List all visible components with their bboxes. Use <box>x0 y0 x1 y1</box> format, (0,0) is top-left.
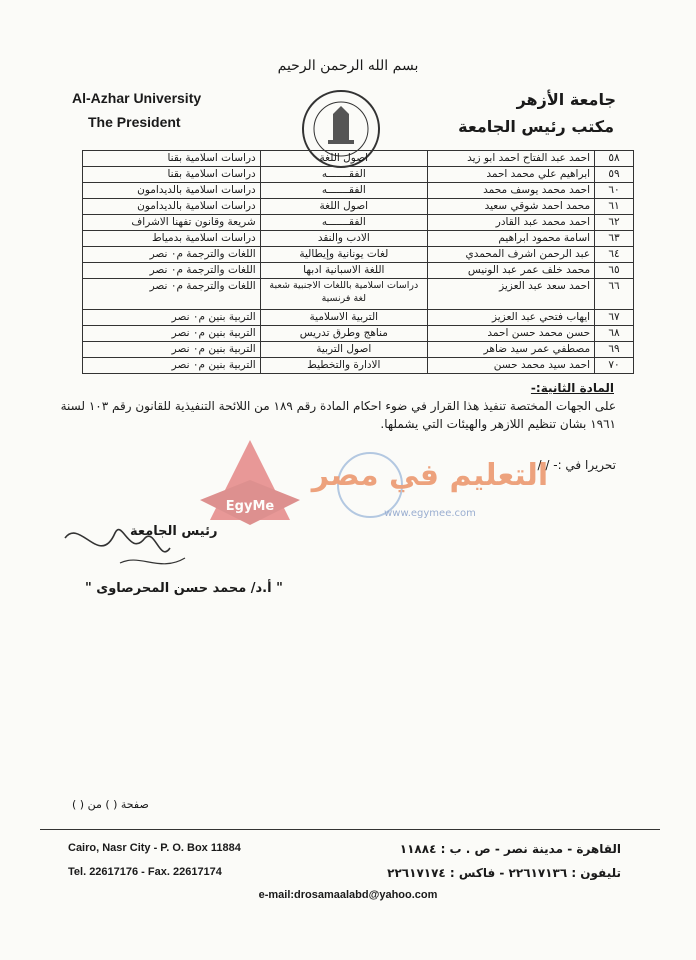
appointments-table <box>82 150 634 374</box>
header-ar-university: جامعة الأزهر <box>516 90 616 109</box>
footer-ar-address: القاهرة - مدينة نصر - ص . ب : ١١٨٨٤ <box>399 842 621 856</box>
table-row: ٥٩ ابراهيم علي محمد احمد الفقـــــــه دراسات اسلامية بقنا <box>83 167 634 183</box>
table-row: ٦٨ حسن محمد حسن احمد مناهج وطرق تدريس التربية بنين م٠ نصر <box>83 326 634 342</box>
footer-en-address: Cairo, Nasr City - P. O. Box 11884 <box>68 842 241 854</box>
page-number-line: صفحة ( ) من ( ) <box>72 798 149 811</box>
article-two-title: المادة الثانية:- <box>530 381 614 395</box>
watermark-logo-text: EgyMe <box>225 499 275 514</box>
table-row: ٦٦ احمد سعد عبد العزيز دراسات اسلامية باللغات الاجنبية شعبة لغة فرنسية اللغات والترجمة م٠ نصر <box>83 279 634 310</box>
date-line: تحريرا في :- / / <box>537 458 616 472</box>
header-en-president: The President <box>88 114 181 130</box>
footer-divider <box>40 829 660 830</box>
watermark-url: www.egymee.com <box>384 508 476 519</box>
basmala: بسم الله الرحمن الرحيم <box>277 58 419 74</box>
table-row: ٦٩ مصطفي عمر سيد ضاهر اصول التربية التربية بنين م٠ نصر <box>83 342 634 358</box>
footer-ar-phone: تليفون : ٢٢٦١٧١٣٦ - فاكس : ٢٢٦١٧١٧٤ <box>387 866 621 880</box>
table-row: ٦٠ احمد محمد يوسف محمد الفقـــــــه دراسات اسلامية بالديدامون <box>83 183 634 199</box>
footer-email: e-mail:drosamaalabd@yahoo.com <box>258 889 438 901</box>
table-row: ٦٧ ايهاب فتحي عبد العزيز التربية الاسلامية التربية بنين م٠ نصر <box>83 310 634 326</box>
handwritten-signature-icon <box>60 508 200 580</box>
table-row: ٦٢ احمد محمد عبد القادر الفقـــــــه شريعة وقانون تفهنا الاشراف <box>83 215 634 231</box>
table-row: ٦١ محمد احمد شوقي سعيد اصول اللغة دراسات اسلامية بالديدامون <box>83 199 634 215</box>
footer-en-phone: Tel. 22617176 - Fax. 22617174 <box>68 866 222 878</box>
table-row: ٦٣ اسامة محمود ابراهيم الادب والنقد دراسات اسلامية بدمياط <box>83 231 634 247</box>
watermark-logo <box>190 430 549 530</box>
table-row: ٦٥ محمد خلف عمر عبد الونيس اللغة الاسبانية ادبها اللغات والترجمة م٠ نصر <box>83 263 634 279</box>
header-en-university: Al-Azhar University <box>72 90 202 106</box>
watermark-site-text: التعليم في مصر <box>311 458 549 493</box>
article-two-text: على الجهات المختصة تنفيذ هذا القرار في ضوء احكام المادة رقم ١٨٩ من اللائحة التنفيذية للقانون رقم ١٠٣ لسنة ١٩٦١ بشان تنظيم اللازهر والهيئات التي يشملها. <box>60 399 616 431</box>
table-row: ٦٤ عبد الرحمن اشرف المحمدي لغات يونانية وإيطالية اللغات والترجمة م٠ نصر <box>83 247 634 263</box>
header-ar-president-office: مكتب رئيس الجامعة <box>458 117 614 136</box>
president-name: " أ.د/ محمد حسن المحرصاوى " <box>85 581 283 596</box>
table-row: ٥٨ احمد عبد الفتاح احمد ابو زيد اصول اللغة دراسات اسلامية بقنا <box>83 151 634 167</box>
president-title: رئيس الجامعة <box>130 524 218 539</box>
table-row: ٧٠ احمد سيد محمد حسن الادارة والتخطيط التربية بنين م٠ نصر <box>83 358 634 374</box>
